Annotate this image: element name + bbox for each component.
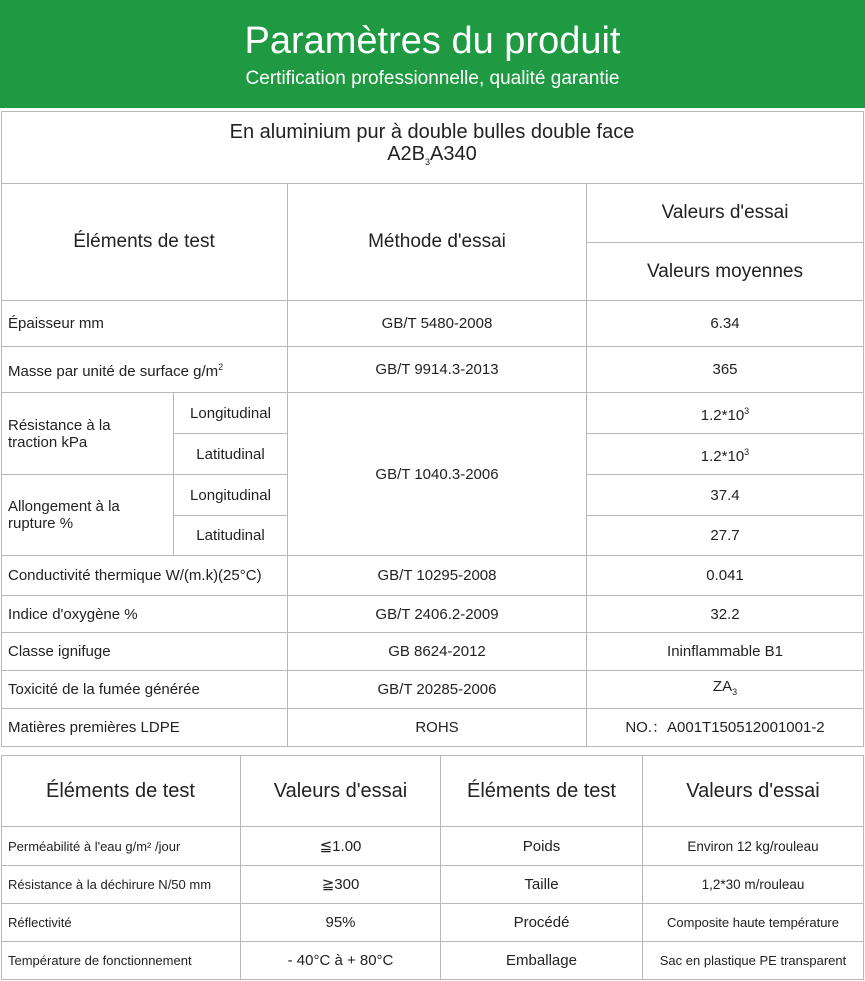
row-elongation-value-longitudinal: 37.4 (587, 475, 864, 516)
header-test-method: Méthode d'essai (288, 184, 587, 301)
specs-header-items-2: Éléments de test (441, 755, 643, 827)
product-title-cell (1, 111, 864, 184)
row-elongation-sub-longitudinal: Longitudinal (174, 475, 288, 516)
row-conductivity-method: GB/T 10295-2008 (288, 556, 587, 596)
row-raw-material-method: ROHS (288, 709, 587, 747)
specs-row-item2: Taille (441, 866, 643, 904)
row-fire-method: GB 8624-2012 (288, 633, 587, 671)
row-elongation-sub-latitudinal: Latitudinal (174, 516, 288, 556)
row-conductivity-value: 0.041 (587, 556, 864, 596)
row-tensile-value-longitudinal: $1.2*10^3$ (587, 393, 864, 434)
specs-row-value2: Composite haute température (643, 904, 864, 942)
row-conductivity-label: Conductivité thermique W/(m.k)(25°C) (1, 556, 288, 596)
shared-method-cell: GB/T 1040.3-2006 (288, 393, 587, 556)
specs-row-item2: Emballage (441, 942, 643, 980)
specs-row-value: - 40°C à + 80°C (241, 942, 441, 980)
row-elongation-value-latitudinal: 27.7 (587, 516, 864, 556)
specs-row-value2: Sac en plastique PE transparent (643, 942, 864, 980)
row-fire-label: Classe ignifuge (1, 633, 288, 671)
specs-row-item: Résistance à la déchirure N/50 mm (1, 866, 241, 904)
row-fire-value: Ininflammable B1 (587, 633, 864, 671)
row-tensile-sub-longitudinal: Longitudinal (174, 393, 288, 434)
specs-row-value2: Environ 12 kg/rouleau (643, 827, 864, 866)
specs-header-items-1: Éléments de test (1, 755, 241, 827)
row-thickness-method: GB/T 5480-2008 (288, 301, 587, 347)
row-raw-material-label: Matières premières LDPE (1, 709, 288, 747)
product-name: En aluminium pur à double bulles double face (229, 121, 635, 143)
specs-row-item2: Procédé (441, 904, 643, 942)
row-thickness-value: 6.34 (587, 301, 864, 347)
row-mass-method: GB/T 9914.3-2013 (288, 347, 587, 393)
row-mass-label: Masse par unité de surface $g/m^2$ (1, 347, 288, 393)
header-test-values: Valeurs d'essai (587, 184, 864, 243)
specs-row-item: Réflectivité (1, 904, 241, 942)
header-test-items: Éléments de test (1, 184, 288, 301)
row-oxygen-method: GB/T 2406.2-2009 (288, 596, 587, 633)
specs-row-value: ≧300 (241, 866, 441, 904)
page-subtitle: Certification professionnelle, qualité garantie (245, 68, 620, 89)
specs-row-item: Perméabilité à l'eau g/m² /jour (1, 827, 241, 866)
row-smoke-label: Toxicité de la fumée générée (1, 671, 288, 709)
row-elongation-label: Allongement à la rupture % (1, 475, 174, 556)
product-code: $A2B_3A340$ (387, 143, 477, 167)
row-smoke-method: GB/T 20285-2006 (288, 671, 587, 709)
specs-header-values-1: Valeurs d'essai (241, 755, 441, 827)
row-oxygen-label: Indice d'oxygène % (1, 596, 288, 633)
row-raw-material-value: NO.：A001T150512001001-2 (587, 709, 864, 747)
header-average-values: Valeurs moyennes (587, 243, 864, 301)
specs-row-item: Température de fonctionnement (1, 942, 241, 980)
row-tensile-value-latitudinal: $1.2*10^3$ (587, 434, 864, 475)
row-tensile-sub-latitudinal: Latitudinal (174, 434, 288, 475)
row-oxygen-value: 32.2 (587, 596, 864, 633)
row-mass-value: 365 (587, 347, 864, 393)
row-thickness-label: Épaisseur mm (1, 301, 288, 347)
specs-row-value2: 1,2*30 m/rouleau (643, 866, 864, 904)
page-title: Paramètres du produit (244, 20, 621, 62)
row-smoke-value: $ZA_3$ (587, 671, 864, 709)
row-tensile-label: Résistance à la traction kPa (1, 393, 174, 475)
specs-header-values-2: Valeurs d'essai (643, 755, 864, 827)
specs-row-value: ≦1.00 (241, 827, 441, 866)
header-banner (0, 0, 865, 108)
specs-row-item2: Poids (441, 827, 643, 866)
specs-row-value: 95% (241, 904, 441, 942)
